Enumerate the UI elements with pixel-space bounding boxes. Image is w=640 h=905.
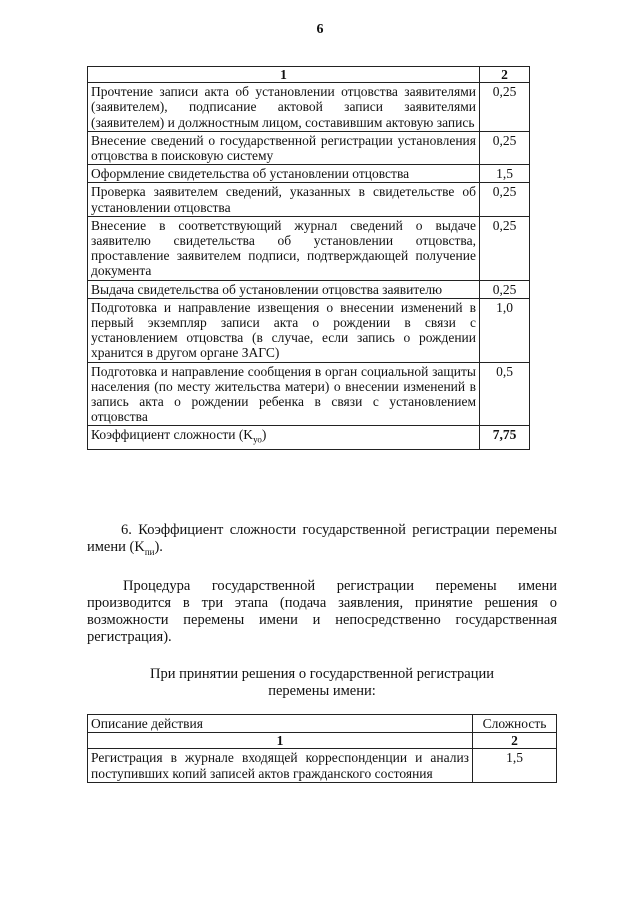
column-header-description: Описание действия xyxy=(88,715,473,733)
name-change-table xyxy=(87,714,557,783)
table-row xyxy=(88,298,530,362)
complexity-value: 1,5 xyxy=(480,165,530,183)
total-label xyxy=(88,426,480,450)
action-description: Подготовка и направление извещения о внесении изменений в первый экземпляр записи акта о рождении в связи с установлением отцовства (в случае, если запись о рождении хранится в другом органе ЗАГС) xyxy=(88,298,480,362)
action-description: Прочтение записи акта об установлении отцовства заявителями (заявителем), подписание актовой записи заявителями (заявителем) и должностным лицом, составившим актовую запись xyxy=(88,83,480,132)
section-6-text: 6. Коэффициент сложности государственной регистрации перемены имени (K xyxy=(87,522,557,555)
table-row xyxy=(88,280,530,298)
decision-heading xyxy=(87,666,557,700)
total-label-text: Коэффициент сложности (K xyxy=(91,427,254,443)
decision-heading-line1: При принятии решения о государственной регистрации xyxy=(149,666,495,682)
table-header-row xyxy=(88,67,530,83)
action-description: Выдача свидетельства об установлении отцовства заявителю xyxy=(88,280,480,298)
action-description: Внесение в соответствующий журнал сведений о выдаче заявителю свидетельства об установлении отцовства, проставление заявителем подписи, подтверждающей получение документа xyxy=(88,216,480,280)
complexity-value: 0,25 xyxy=(480,280,530,298)
section-6-heading xyxy=(87,522,557,561)
section-6-subscript: пи xyxy=(144,546,155,557)
section-6-end: ). xyxy=(154,539,163,555)
total-row xyxy=(88,426,530,450)
total-value: 7,75 xyxy=(480,426,530,450)
complexity-value: 0,25 xyxy=(480,131,530,164)
total-label-subscript: уо xyxy=(253,435,262,446)
table-row xyxy=(88,362,530,426)
complexity-value: 0,25 xyxy=(480,216,530,280)
complexity-value: 1,0 xyxy=(480,298,530,362)
complexity-value: 0,5 xyxy=(480,362,530,426)
table-row xyxy=(88,165,530,183)
table-row xyxy=(88,749,557,782)
column-number-1: 1 xyxy=(88,67,480,83)
action-description: Оформление свидетельства об установлении отцовства xyxy=(88,165,480,183)
page-number: 6 xyxy=(316,22,324,37)
coefficient-table xyxy=(87,66,530,450)
action-description: Подготовка и направление сообщения в орган социальной защиты населения (по месту жительства матери) о внесении изменений в запись акта о рождении ребенка в связи с установлением отцовства xyxy=(88,362,480,426)
total-label-end: ) xyxy=(261,427,267,443)
action-description: Регистрация в журнале входящей корреспонденции и анализ поступивших копий записей актов гражданского состояния xyxy=(88,749,473,782)
column-header-complexity: Сложность xyxy=(473,715,557,733)
decision-heading-line2: перемены имени: xyxy=(268,683,376,699)
action-description: Внесение сведений о государственной регистрации установления отцовства в поисковую систему xyxy=(88,131,480,164)
column-headers-row xyxy=(88,715,557,733)
table-row xyxy=(88,183,530,216)
table-row xyxy=(88,83,530,132)
complexity-value: 0,25 xyxy=(480,83,530,132)
column-number-1: 1 xyxy=(88,733,473,749)
complexity-value: 0,25 xyxy=(480,183,530,216)
table-row xyxy=(88,216,530,280)
column-number-2: 2 xyxy=(473,733,557,749)
action-description: Проверка заявителем сведений, указанных в свидетельстве об установлении отцовства xyxy=(88,183,480,216)
procedure-text: Процедура государственной регистрации перемены имени производится в три этапа (подача заявления, принятие решения о возможности перемены имени и непосредственно государственная регистрация). xyxy=(87,578,557,645)
complexity-value: 1,5 xyxy=(473,749,557,782)
procedure-paragraph xyxy=(87,578,557,646)
table-row xyxy=(88,131,530,164)
column-number-2: 2 xyxy=(480,67,530,83)
table-header-row xyxy=(88,733,557,749)
